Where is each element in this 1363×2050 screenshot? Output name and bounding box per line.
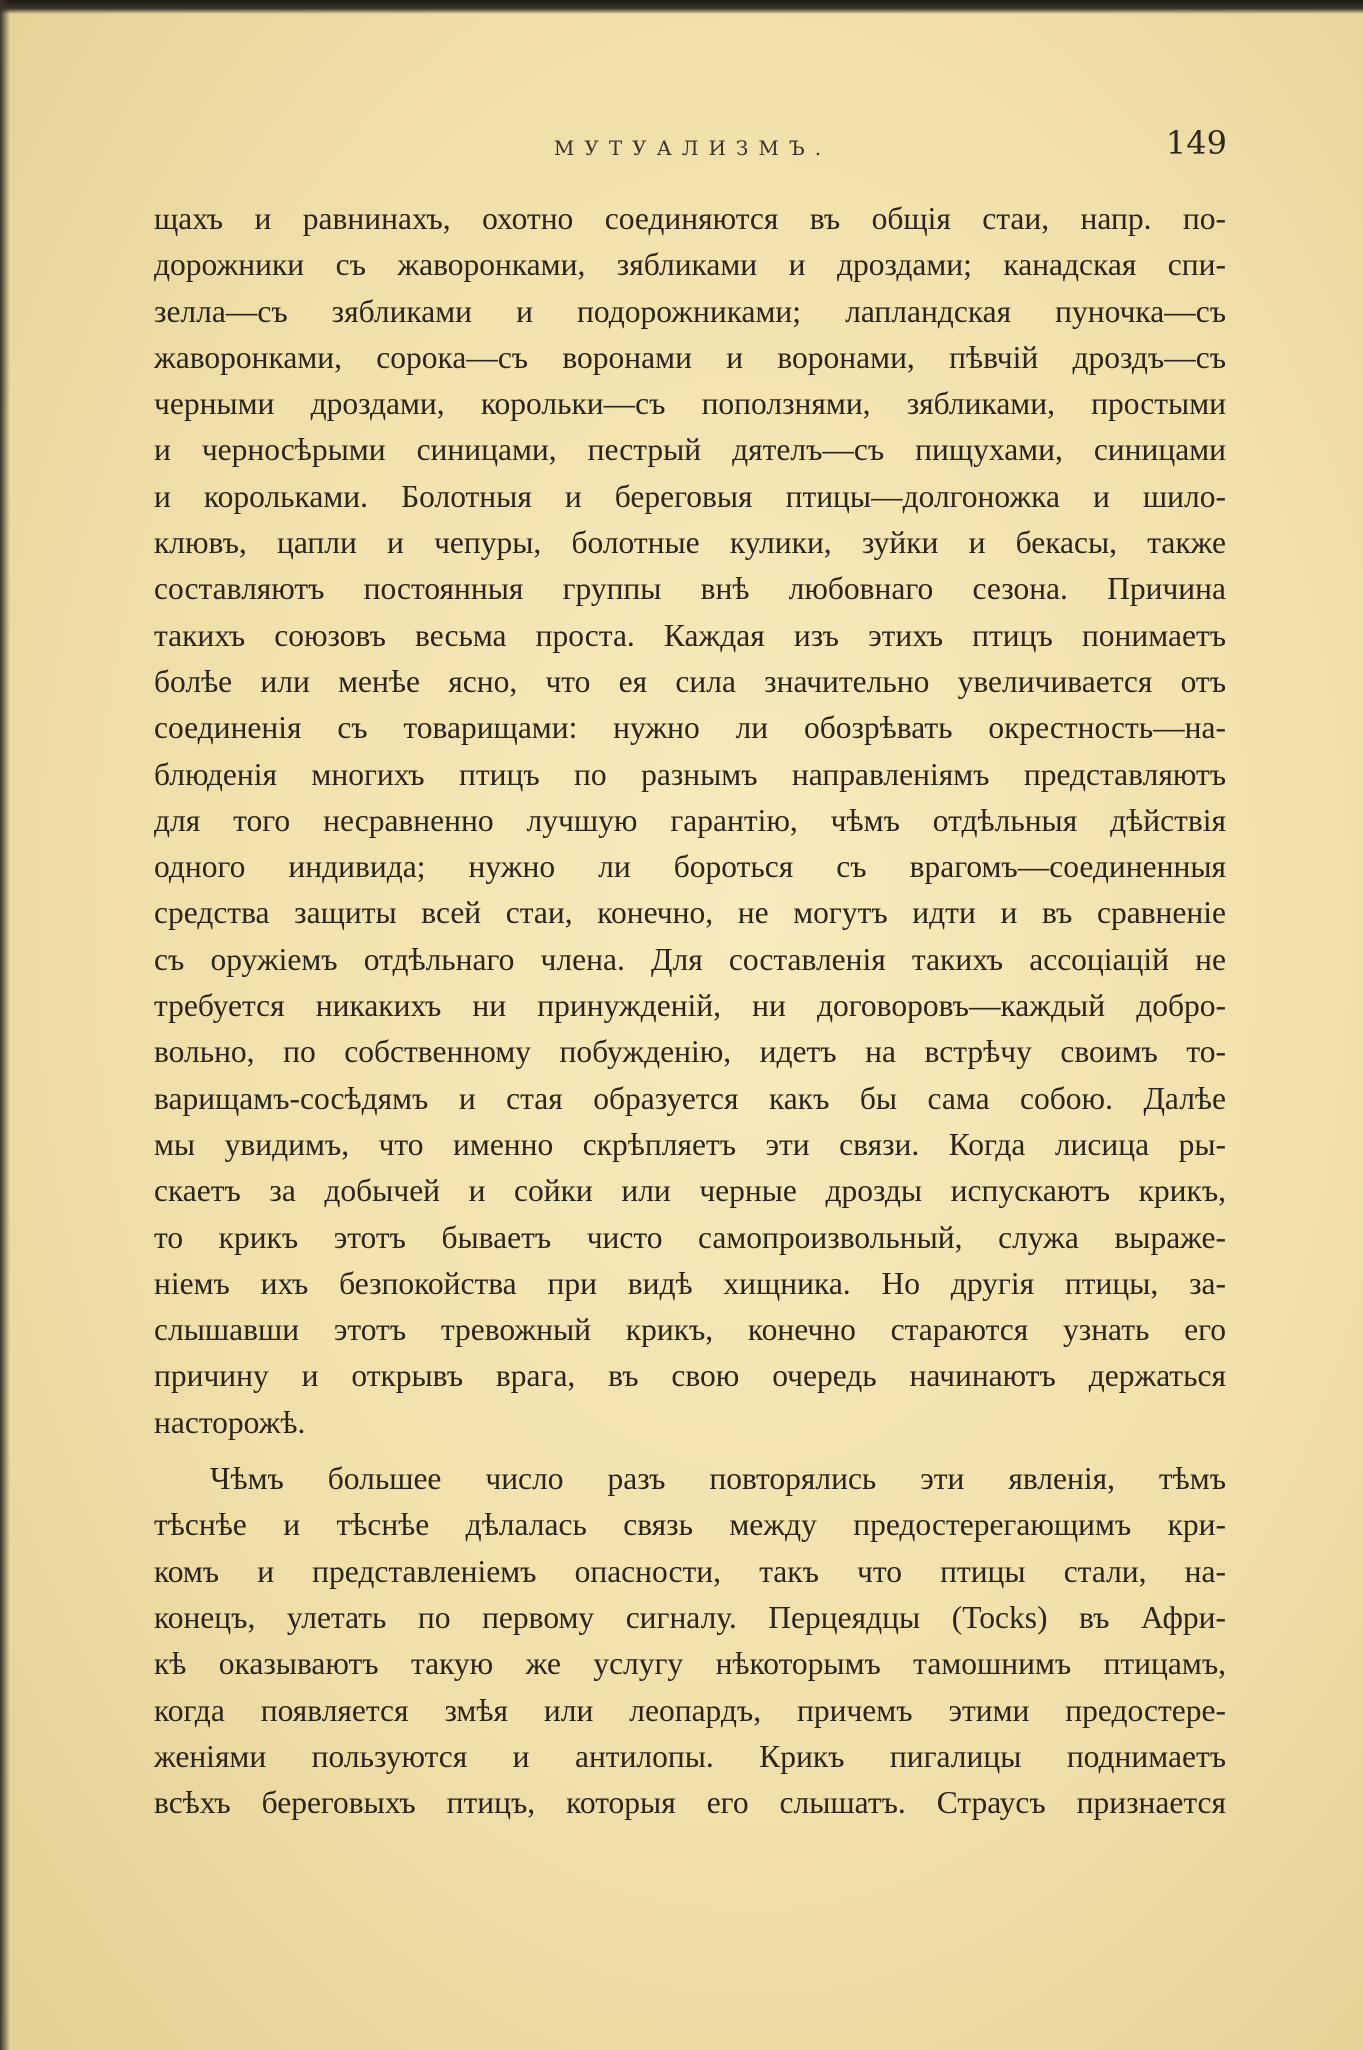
text-line: и корольками. Болотныя и береговыя птицы—долгоножка и шило- (154, 478, 1226, 514)
paragraph-2 (154, 1456, 1226, 1826)
text-line: клювъ, цапли и чепуры, болотные кулики, зуйки и бекасы, также (154, 525, 1226, 561)
text-line: кѣ оказываютъ такую же услугу нѣкоторымъ тамошнимъ птицамъ, (154, 1646, 1226, 1682)
text-line: и черносѣрыми синицами, пестрый дятелъ—съ пищухами, синицами (154, 432, 1226, 468)
text-line: конецъ, улетать по первому сигналу. Перцеядцы (Tocks) въ Афри- (154, 1599, 1226, 1635)
text-line: причину и открывъ врага, въ свою очередь начинаютъ держаться (154, 1358, 1226, 1394)
text-line: болѣе или менѣе ясно, что ея сила значительно увеличивается отъ (154, 663, 1226, 699)
page-number: 149 (1165, 124, 1227, 162)
running-head: МУТУАЛИЗМЪ. (553, 136, 832, 160)
text-line: дорожники съ жаворонками, зябликами и дроздами; канадская спи- (154, 247, 1226, 283)
text-line: блюденія многихъ птицъ по разнымъ направленіямъ представляютъ (154, 756, 1226, 792)
scan-left-edge (0, 0, 10, 2050)
text-line: когда появляется змѣя или леопардъ, причемъ этими предостере- (154, 1692, 1226, 1728)
text-line: скаетъ за добычей и сойки или черные дрозды испускаютъ крикъ, (154, 1173, 1226, 1209)
text-line: всѣхъ береговыхъ птицъ, которыя его слышатъ. Страусъ признается (154, 1785, 1226, 1821)
paragraph-gap (154, 1446, 1226, 1456)
text-line: такихъ союзовъ весьма проста. Каждая изъ этихъ птицъ понимаетъ (154, 617, 1226, 653)
text-line: соединенія съ товарищами: нужно ли обозрѣвать окрестность—на- (154, 710, 1226, 746)
text-line: зелла—съ зябликами и подорожниками; лапландская пуночка—съ (154, 293, 1226, 329)
text-line: составляютъ постоянныя группы внѣ любовнаго сезона. Причина (154, 571, 1226, 607)
text-line: жаворонками, сорока—съ воронами и воронами, пѣвчій дроздъ—съ (154, 339, 1226, 375)
text-line: съ оружіемъ отдѣльнаго члена. Для составленія такихъ ассоціацій не (154, 941, 1226, 977)
text-line: насторожѣ. (154, 1404, 306, 1440)
text-line: ніемъ ихъ безпокойства при видѣ хищника. Но другія птицы, за- (154, 1265, 1226, 1301)
scan-top-edge (0, 0, 1363, 14)
text-line: щахъ и равнинахъ, охотно соединяются въ общія стаи, напр. по- (154, 201, 1226, 236)
body-text (154, 196, 1226, 1826)
text-line: тѣснѣе и тѣснѣе дѣлалась связь между предостерегающимъ кри- (154, 1507, 1226, 1543)
text-line: варищамъ-сосѣдямъ и стая образуется какъ бы сама собою. Далѣе (154, 1080, 1226, 1116)
text-line: требуется никакихъ ни принужденій, ни договоровъ—каждый добро- (154, 988, 1226, 1024)
paragraph-1 (154, 196, 1226, 1446)
text-line: черными дроздами, корольки—съ поползнями, зябликами, простыми (154, 386, 1226, 422)
text-line: одного индивида; нужно ли бороться съ врагомъ—соединенныя (154, 849, 1226, 885)
text-line: Чѣмъ большее число разъ повторялись эти явленія, тѣмъ (210, 1461, 1226, 1497)
text-line: то крикъ этотъ бываетъ чисто самопроизвольный, служа выраже- (154, 1219, 1226, 1255)
page-header (150, 124, 1235, 168)
text-line: слышавши этотъ тревожный крикъ, конечно стараются узнать его (154, 1312, 1226, 1348)
text-line: мы увидимъ, что именно скрѣпляетъ эти связи. Когда лисица ры- (154, 1126, 1226, 1162)
text-line: средства защиты всей стаи, конечно, не могутъ идти и въ сравненіе (154, 895, 1226, 931)
text-line: комъ и представленіемъ опасности, такъ что птицы стали, на- (154, 1553, 1226, 1589)
text-line: вольно, по собственному побужденію, идетъ на встрѣчу своимъ то- (154, 1034, 1226, 1070)
text-line: для того несравненно лучшую гарантію, чѣмъ отдѣльныя дѣйствія (154, 802, 1226, 838)
text-line: женіями пользуются и антилопы. Крикъ пигалицы поднимаетъ (154, 1738, 1226, 1774)
